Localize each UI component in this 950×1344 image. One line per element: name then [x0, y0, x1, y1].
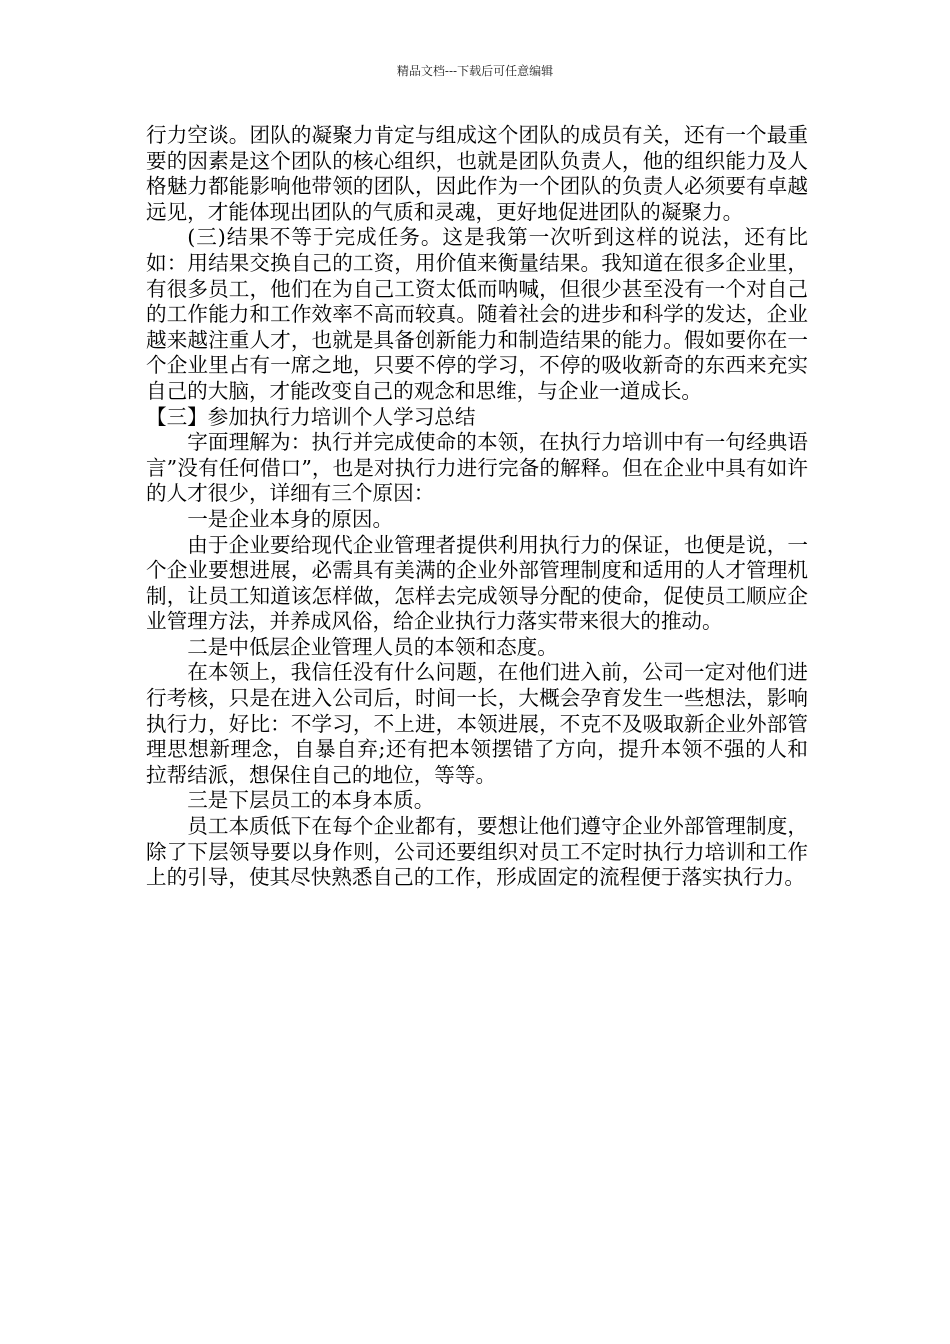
paragraph-team-cohesion: 行力空谈。团队的凝聚力肯定与组成这个团队的成员有关，还有一个最重要的因素是这个团队的核心组织，也就是团队负责人，他的组织能力及人格魅力都能影响他带领的团队，因此作为一个团队的负责人必须要有卓越远见，才能体现出团队的气质和灵魂，更好地促进团队的凝聚力。 — [146, 123, 808, 224]
paragraph-reason-one: 由于企业要给现代企业管理者提供利用执行力的保证，也便是说，一个企业要想进展，必需具有美满的企业外部管理制度和适用的人才管理机制，让员工知道该怎样做，怎样去完成领导分配的使命，促使员工顺应企业管理方法，并养成风俗，给企业执行力落实带来很大的推动。 — [146, 532, 808, 634]
reason-one-heading: 一是企业本身的原因。 — [187, 506, 394, 531]
document-body — [146, 123, 808, 891]
reason-three-heading: 三是下层员工的本身本质。 — [187, 788, 435, 813]
paragraph-reason-three: 员工本质低下在每个企业都有，要想让他们遵守企业外部管理制度，除了下层领导要以身作则，公司还要组织对员工不定时执行力培训和工作上的引导，使其尽快熟悉自己的工作，形成固定的流程便于落实执行力。 — [146, 814, 808, 890]
paragraph-result-vs-task: (三)结果不等于完成任务。这是我第一次听到这样的说法，还有比如：用结果交换自己的工资，用价值来衡量结果。我知道在很多企业里，有很多员工，他们在为自己工资太低而呐喊，但很少甚至没有一个对自己的工作能力和工作效率不高而较真。随着社会的进步和科学的发达，企业越来越注重人才，也就是具备创新能力和制造结果的能力。假如要你在一个企业里占有一席之地，只要不停的学习，不停的吸收新奇的东西来充实自己的大脑，才能改变自己的观念和思维，与企业一道成长。 — [146, 225, 808, 403]
paragraph-literal-meaning: 字面理解为：执行并完成使命的本领，在执行力培训中有一句经典语言”没有任何借口”，也是对执行力进行完备的解释。但在企业中具有如许的人才很少，详细有三个原因： — [146, 430, 808, 506]
paragraph-reason-two: 在本领上，我信任没有什么问题，在他们进入前，公司一定对他们进行考核，只是在进入公司后，时间一长，大概会孕育发生一些想法，影响执行力，好比：不学习，不上进，本领进展，不克不及吸取新企业外部管理思想新理念，自暴自弃;还有把本领摆错了方向，提升本领不强的人和拉帮结派，想保住自己的地位，等等。 — [146, 660, 808, 787]
section-heading: 【三】参加执行力培训个人学习总结 — [146, 404, 476, 429]
page-header: 精品文档---下载后可任意编辑 — [396, 64, 554, 78]
reason-two-heading: 二是中低层企业管理人员的本领和态度。 — [187, 634, 558, 659]
